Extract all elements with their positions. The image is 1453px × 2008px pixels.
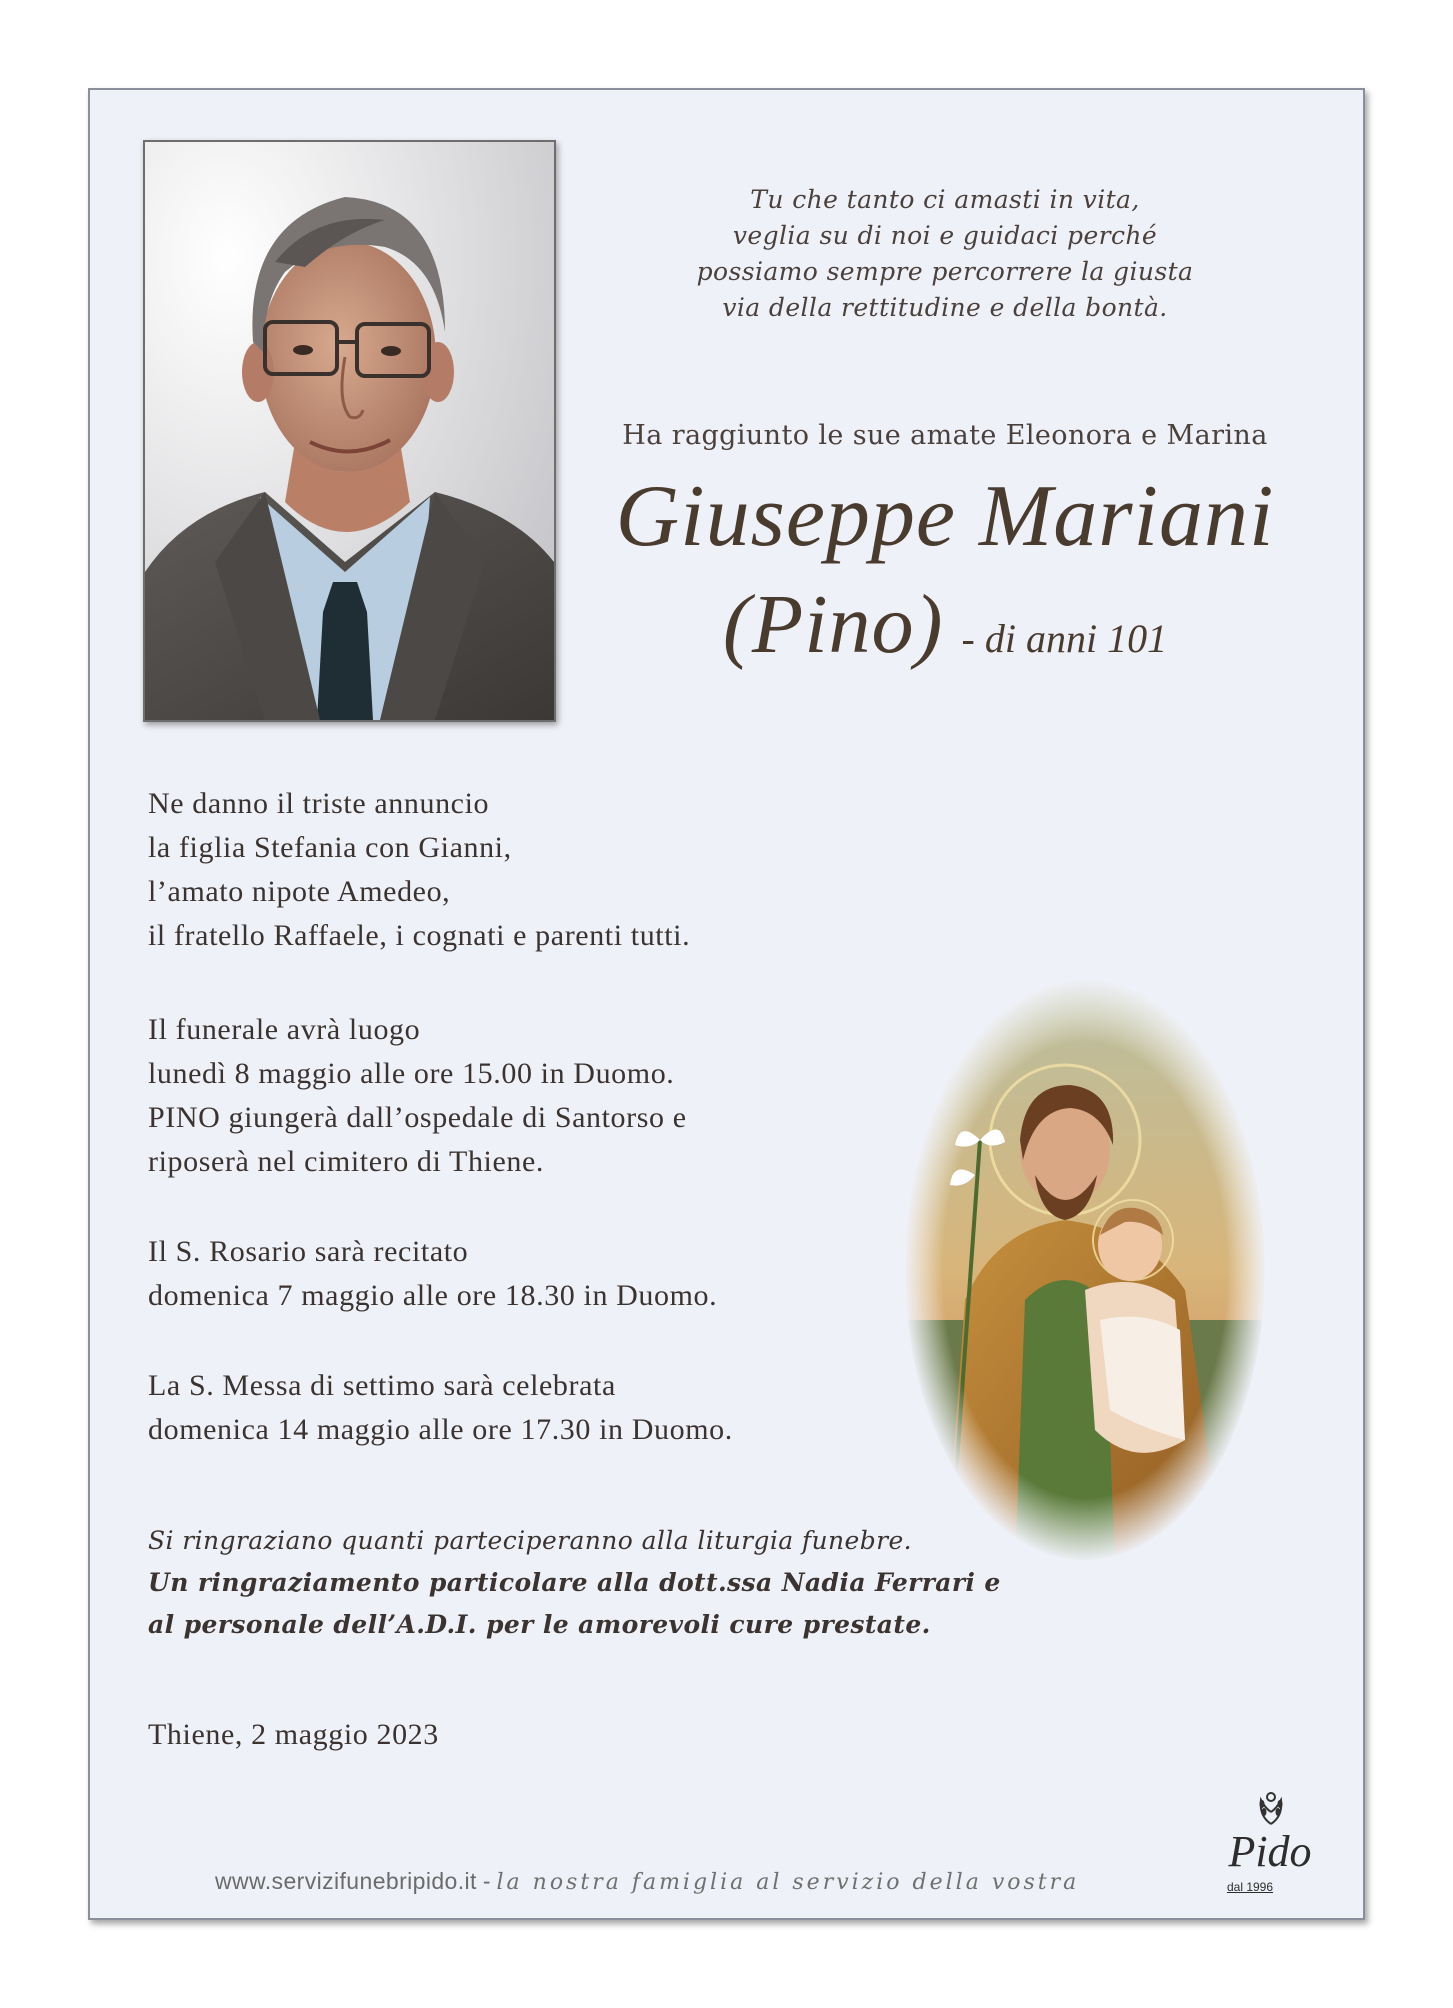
thanks-paragraph [148,1520,1001,1646]
funeral-line: Il funerale avrà luogo [148,1013,421,1046]
nickname-line [580,576,1310,673]
place-date: Thiene, 2 maggio 2023 [148,1718,439,1751]
website-link[interactable]: www.servizifunebripido.it [215,1868,477,1894]
rosary-line: Il S. Rosario sarà recitato [148,1235,469,1268]
announcement-paragraph [148,782,690,958]
wreath-icon [1256,1790,1286,1830]
funeral-paragraph [148,1008,687,1184]
thanks-line-special: al personale dell’A.D.I. per le amorevoli cure prestate. [148,1610,931,1639]
poem-line: Tu che tanto ci amasti in vita, [750,185,1140,214]
age: - di anni 101 [961,616,1168,661]
company-logo [1210,1790,1330,1894]
mass-paragraph [148,1364,733,1452]
rosary-paragraph [148,1230,717,1318]
footer-separator: - [482,1868,491,1894]
funeral-line: riposerà nel cimitero di Thiene. [148,1145,545,1178]
deceased-name: Giuseppe Mariani [615,468,1275,565]
announcement-line: Ne danno il triste annuncio [148,787,490,820]
poem-line: via della rettitudine e della bontà. [722,293,1168,322]
thanks-line: Si ringraziano quanti parteciperanno alla liturgia funebre. [148,1526,913,1555]
subtitle: Ha raggiunto le sue amate Eleonora e Marina [622,420,1268,451]
logo-wordmark: Pido [1228,1827,1312,1876]
poem-line: possiamo sempre percorrere la giusta [696,257,1194,286]
mass-line: La S. Messa di settimo sarà celebrata [148,1369,616,1402]
mass-line: domenica 14 maggio alle ore 17.30 in Duomo. [148,1413,733,1446]
poem [670,182,1220,326]
rosary-line: domenica 7 maggio alle ore 18.30 in Duomo. [148,1279,718,1312]
funeral-line: PINO giungerà dall’ospedale di Santorso e [148,1101,687,1134]
footer-slogan: la nostra famiglia al servizio della vostra [496,1870,1080,1895]
funeral-line: lunedì 8 maggio alle ore 15.00 in Duomo. [148,1057,675,1090]
poem-line: veglia su di noi e guidaci perché [732,221,1158,250]
nickname: (Pino) [722,578,944,671]
portrait-photo [143,140,556,722]
thanks-line-special: Un ringraziamento particolare alla dott.ssa Nadia Ferrari e [148,1568,1001,1597]
obituary-card [88,88,1365,1920]
saint-illustration [885,970,1285,1570]
logo-since: dal 1996 [1226,1880,1274,1894]
saint-joseph-with-child-image [885,970,1285,1570]
announcement-line: la figlia Stefania con Gianni, [148,831,512,864]
announcement-line: il fratello Raffaele, i cognati e parenti tutti. [148,919,691,952]
announcement-line: l’amato nipote Amedeo, [148,875,451,908]
portrait-illustration [145,142,554,720]
footer [215,1868,1079,1895]
